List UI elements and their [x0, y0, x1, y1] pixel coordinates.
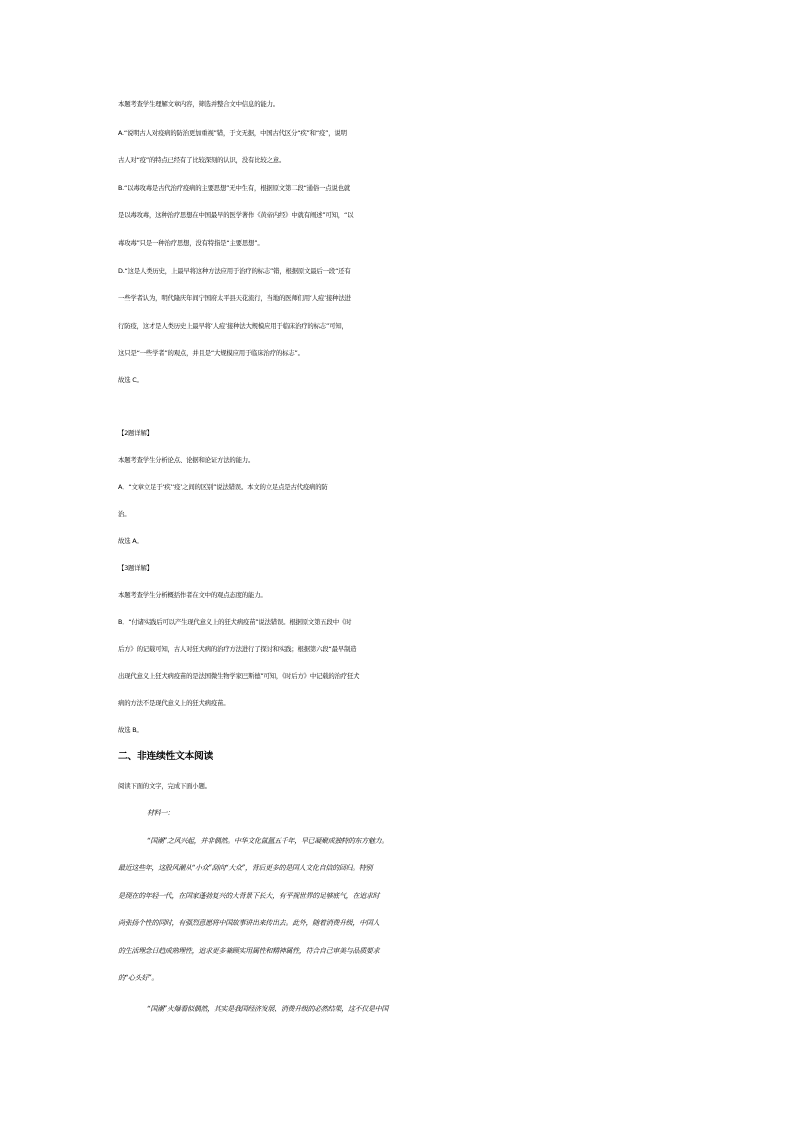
option-b-analysis-line-2: 是以毒攻毒，这种治疗思想在中国最早的医学著作《黄帝内经》中就有阐述”可知，“以 [118, 211, 354, 219]
option-b-analysis-line-1: B.“以毒攻毒是古代治疗疫病的主要思想”无中生有，根据原文第二段“通俗一点说也就 [118, 184, 351, 192]
answer-q3: 故选 B。 [118, 726, 143, 734]
material-paragraph-1-line-1: “国潮”之风兴起，并非偶然。中华文化氤氲五千年，早已凝聚成独特的东方魅力。 [147, 837, 389, 845]
answer-q2: 故选 A。 [118, 537, 143, 545]
analysis-q2-intro: 本题考查学生分析论点、论据和论证方法的能力。 [118, 456, 255, 464]
q2-section-title: 【2题详解】 [118, 429, 153, 437]
material-paragraph-1-line-5: 的生活理念日趋成熟理性，追求更多兼顾实用属性和精神属性，符合自己审美与品质要求 [118, 947, 380, 955]
q3-option-b-line-3: 出现代意义上狂犬病疫苗的是法国微生物学家巴斯德”可知，《时后方》中记载的治疗狂犬 [118, 672, 360, 680]
material-paragraph-1-line-3: 是现在的年轻一代，在国家蓬勃复兴的大背景下长大，有平视世界的足够底气，在追求时 [118, 892, 380, 900]
option-d-analysis-line-2: 一些学者认为，明代隆庆年间宁国府太平县天花流行，当地的医师们用‘人痘’接种法进 [118, 294, 351, 302]
option-d-analysis-line-3: 行防疫，这才是人类历史上最早将‘人痘’接种法大规模应用于临床治疗的标志”可知， [118, 322, 348, 330]
material-paragraph-2-line-1: “国潮”火爆看似偶然，其实是我国经济发展、消费升级的必然结果，这不仅是中国 [147, 1005, 389, 1013]
section-heading: 二、非连续性文本阅读 [118, 751, 213, 762]
material-paragraph-1-line-2: 最近这些年，这股风潮从“小众”刮向“大众”，背后更多的是国人文化自信的回归。特别 [118, 864, 373, 872]
option-b-analysis-line-3: 毒攻毒”只是一种治疗思想，没有特指是“主要思想”。 [118, 239, 264, 247]
reading-instruction: 阅读下面的文字，完成下面小题。 [118, 782, 211, 790]
analysis-q3-intro: 本题考查学生分析概括作者在文中的观点态度的能力。 [118, 591, 267, 599]
material-paragraph-1-line-6: 的“心头好”。 [118, 974, 159, 982]
q2-option-a-line-2: 治。 [118, 510, 131, 518]
q3-option-b-line-2: 后方》的记载可知，古人对狂犬病的治疗方法进行了探讨和实践；根据第六段“最早制造 [118, 645, 357, 653]
option-a-analysis-line-1: A.“说明古人对疫病的防治更加重视”错，于文无据，中国古代区分“疾”和“疫”，说明 [118, 129, 347, 137]
answer-q1: 故选 C。 [118, 376, 143, 384]
option-a-analysis-line-2: 古人对“疫”的特点已经有了比较深刻的认识，没有比较之意。 [118, 156, 286, 164]
q3-option-b-line-1: B．“付诸实践后可以产生现代意义上的狂犬病疫苗”说法错误。根据原文第五段中《时 [118, 618, 352, 626]
material-one-label: 材料一： [147, 809, 174, 817]
q2-option-a-line-1: A．“文章立足于‘疾’‘疫’之间的区别”说法错误。本文的立足点是古代疫病的防 [118, 483, 328, 491]
q3-option-b-line-4: 病的方法不是现代意义上的狂犬病疫苗。 [118, 699, 230, 707]
q3-section-title: 【3题详解】 [118, 564, 153, 572]
material-paragraph-1-line-4: 尚张扬个性的同时，有强烈意愿将中国故事讲出来传出去。此外，随着消费升级，中国人 [118, 919, 380, 927]
option-d-analysis-line-4: 这只是“一些学者”的观点，并且是“大规模应用于临床治疗的标志”。 [118, 349, 304, 357]
analysis-q1-intro: 本题考查学生理解文章内容，筛选并整合文中信息的能力。 [118, 100, 279, 108]
option-d-analysis-line-1: D.“这是人类历史，上最早将这种方法应用于治疗的标志”错，根据原文最后一段“还有 [118, 267, 351, 275]
